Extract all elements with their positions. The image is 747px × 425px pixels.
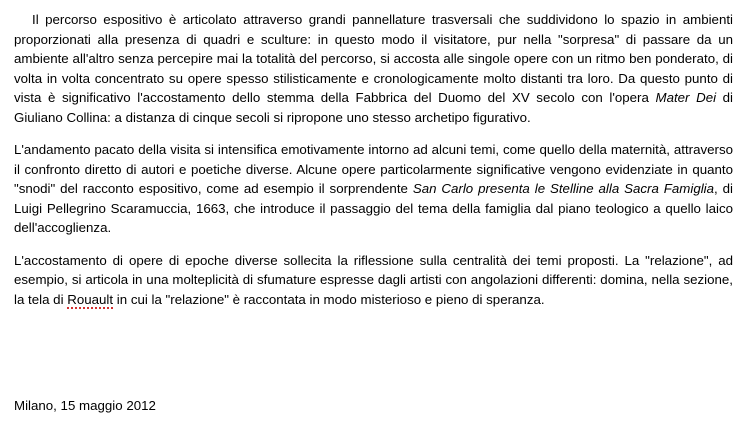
paragraph-3 [14,251,733,310]
text-run: in cui la "relazione" è raccontata in modo misterioso e pieno di speranza. [113,291,545,307]
paragraph-2 [14,140,733,238]
text-run: di Giuliano Collina: a distanza di cinque secoli si ripropone uno stesso archetipo figurativo. [14,90,734,125]
signature-line: Milano, 15 maggio 2012 [14,398,156,413]
text-run: Il percorso espositivo è articolato attraverso grandi pannellature trasversali che suddividono lo spazio in ambienti proporzionati alla presenza di quadri e sculture: in questo modo il visitatore, pur nella "sorpresa" di passare da un ambiente all'altro senza percepire mai la totalità del percorso, si accosta alle singole opere con un ritmo ben ponderato, di volta in volta concentrato su opere spesso stilisticamente e cronologicamente molto distanti tra loro. Da questo punto di vista è significativo l'accostamento dello stemma della Fabbrica del Duomo del XV secolo con l'opera [14,12,733,105]
spellcheck-word: Rouault [67,291,114,307]
text-run: L'accostamento di opere di epoche diverse sollecita la riflessione sulla centralità dei temi proposti. La "relazione", ad esempio, si articola in una molteplicità di sfumature espresse dagli artisti con angolazioni differenti: domina, nella sezione, la tela di [14,252,733,307]
text-run: , di Luigi Pellegrino Scaramuccia, 1663, che introduce il passaggio del tema della famiglia dal piano teologico a quello laico dell'accoglienza. [14,181,733,235]
paragraph-1 [14,10,733,127]
text-run: San Carlo presenta le Stelline alla Sacra Famiglia [412,181,715,196]
text-run: L'andamento pacato della visita si intensifica emotivamente intorno ad alcuni temi, come quello della maternità, attraverso il confronto diretto di autori e poetiche diverse. Alcune opere particolarmente significative vengono evidenziate in quanto "snodi" del racconto espositivo, come ad esempio il sorprendente [14,142,733,196]
text-run: Mater Dei [655,90,717,105]
